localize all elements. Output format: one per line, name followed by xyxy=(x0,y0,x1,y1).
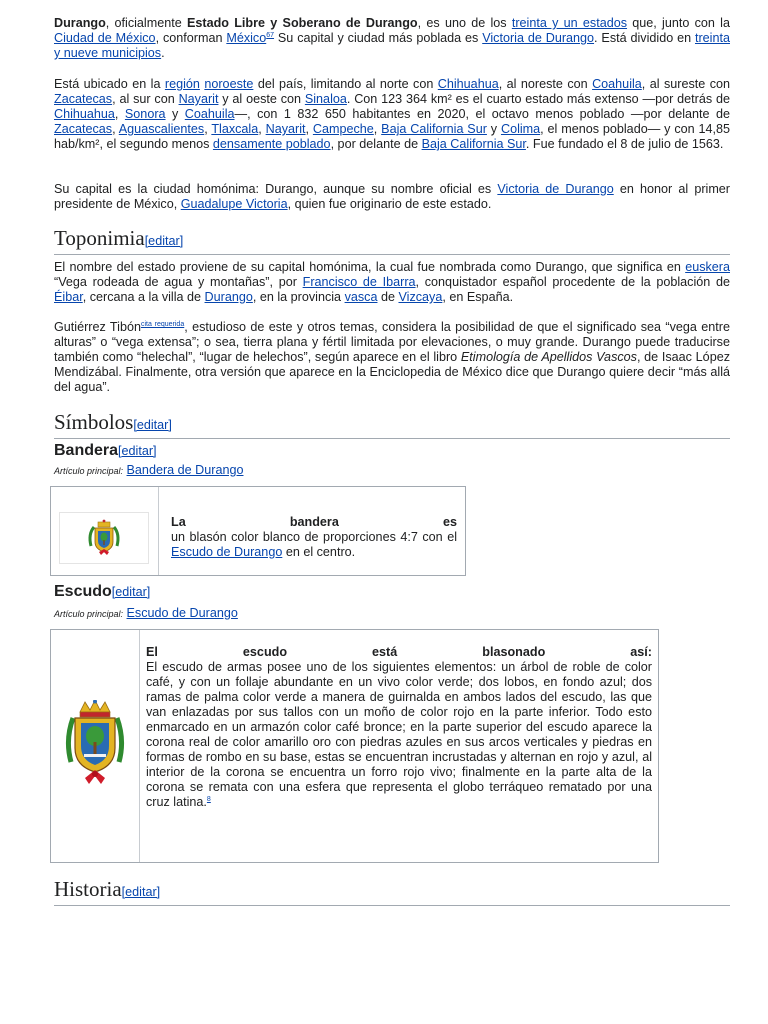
toponimia-paragraph-1: El nombre del estado proviene de su capital homónima, la cual fue nombrada como Durango, que significa en euskera “Vega rodeada de agua y montañas”, por Francisco de Ibarra, conquistador español procedente de la población de Éibar, cercana a la villa de Durango, en la provincia vasca de Vizcaya, en España. xyxy=(54,260,730,304)
citation-ref-escudo[interactable]: 8 xyxy=(206,796,211,803)
article-subject: Durango xyxy=(54,16,106,30)
link-mexico[interactable]: México xyxy=(226,31,267,45)
bandera-image-cell xyxy=(51,487,159,575)
bandera-description: La bandera es un blasón color blanco de proporciones 4:7 con el Escudo de Durango en el centro. xyxy=(171,515,457,559)
link-treinta-y-un-estados[interactable]: treinta y un estados xyxy=(511,16,628,30)
edit-link-escudo[interactable]: [editar] xyxy=(111,585,151,599)
link-campeche[interactable]: Campeche xyxy=(312,122,374,136)
link-tlaxcala[interactable]: Tlaxcala xyxy=(211,122,259,136)
link-densamente-poblado[interactable]: densamente poblado xyxy=(212,137,331,151)
heading-toponimia: Toponimia[editar] xyxy=(54,226,730,255)
link-aguascalientes[interactable]: Aguascalientes xyxy=(118,122,205,136)
link-victoria-de-durango[interactable]: Victoria de Durango xyxy=(482,31,595,45)
link-nayarit-2[interactable]: Nayarit xyxy=(265,122,306,136)
link-coahuila[interactable]: Coahuila xyxy=(592,77,642,91)
bandera-table xyxy=(50,486,466,576)
link-noroeste[interactable]: noroeste xyxy=(204,77,254,91)
link-euskera[interactable]: euskera xyxy=(685,260,730,274)
link-baja-california-sur[interactable]: Baja California Sur xyxy=(381,122,487,136)
link-bandera-de-durango[interactable]: Bandera de Durango xyxy=(126,463,244,477)
link-nayarit[interactable]: Nayarit xyxy=(178,92,219,106)
heading-escudo: Escudo[editar] xyxy=(54,583,151,600)
link-escudo-de-durango[interactable]: Escudo de Durango xyxy=(171,545,283,559)
coat-of-arms-icon[interactable] xyxy=(65,700,125,792)
link-guadalupe-victoria[interactable]: Guadalupe Victoria xyxy=(180,197,288,211)
escudo-lead: El escudo está blasonado así: xyxy=(146,645,652,659)
heading-historia: Historia[editar] xyxy=(54,877,730,906)
escudo-table xyxy=(50,629,659,863)
link-colima[interactable]: Colima xyxy=(500,122,541,136)
link-durango[interactable]: Durango xyxy=(204,290,253,304)
link-ciudad-de-mexico[interactable]: Ciudad de México xyxy=(54,31,156,45)
flag-emblem-icon xyxy=(60,513,148,563)
link-chihuahua-2[interactable]: Chihuahua xyxy=(54,107,115,121)
link-municipios[interactable]: treinta y nueve municipios xyxy=(54,31,730,60)
edit-link-toponimia[interactable]: [editar] xyxy=(144,234,184,248)
link-region[interactable]: región xyxy=(164,77,200,91)
link-victoria-de-durango-2[interactable]: Victoria de Durango xyxy=(497,182,614,196)
link-vizcaya[interactable]: Vizcaya xyxy=(398,290,443,304)
flag-of-durango-image[interactable] xyxy=(59,512,149,564)
citation-needed[interactable]: cita requerida xyxy=(140,321,185,328)
link-eibar[interactable]: Éibar xyxy=(54,290,83,304)
escudo-image-cell xyxy=(51,630,140,862)
link-coahuila-2[interactable]: Coahuila xyxy=(184,107,235,121)
bandera-lead: La bandera es xyxy=(171,515,457,529)
main-article-escudo: Artículo principal: Escudo de Durango xyxy=(54,606,238,620)
toponimia-paragraph-2: Gutiérrez Tibón$^{cita requerida}$, estudioso de este y otros temas, considera la posibilidad de que el significado sea “vega entre alturas” o “vega extensa”; o sea, tierra plana y fértil limitada por elevaciones, o muy grande. Durango puede traducirse también como “helechal”, “lugar de helechos”, según aparece en el libro Etimología de Apellidos Vascos, de Isaac López Mendizábal. Finalmente, otra versión que aparece en la Enciclopedia de México dice que Durango quiere decir “más allá del agua”. xyxy=(54,320,730,394)
link-vasca[interactable]: vasca xyxy=(344,290,378,304)
link-zacatecas-2[interactable]: Zacatecas xyxy=(54,122,113,136)
edit-link-historia[interactable]: [editar] xyxy=(121,885,161,899)
escudo-description: El escudo está blasonado así: El escudo de armas posee uno de los siguientes elementos: un árbol de roble de color café, y con un follaje abundante en un vivo color verde; dos lobos, en fondo azul; dos ramas de palma color verde a manera de guirnalda en ambos lados del escudo, las que van enlazadas por sus tallos con un moño de color rojo en la parte inferior. Todo esto enmarcado en un armazón color café bronce; en la parte superior del escudo aparece la corona real de color amarillo oro con piedras azules en sus arcos verticales y piedras en formas de rombo en su base, estas se encuentran incrustadas y alternan en rojo y azul, al interior de la corona se encuentra un forro rojo vivo; finalmente en la parte alta de la corona se remata con una esfera que representa el globo terráqueo rematado por una cruz latina.$^8$ xyxy=(146,645,652,809)
book-title: Etimología de Apellidos Vascos xyxy=(460,350,637,364)
edit-link-simbolos[interactable]: [editar] xyxy=(133,418,172,432)
intro-paragraph-2: Está ubicado en la región noroeste del país, limitando al norte con Chihuahua, al noreste con Coahuila, al sureste con Zacatecas, al sur con Nayarit y al oeste con Sinaloa. Con 123 364 km² es el cuarto estado más extenso —por detrás de Chihuahua, Sonora y Coahuila—, con 1 832 650 habitantes en 2020, el octavo menos poblado —por delante de Zacatecas, Aguascalientes, Tlaxcala, Nayarit, Campeche, Baja California Sur y Colima, el menos poblado— y con 14,85 hab/km², el segundo menos densamente poblado, por delante de Baja California Sur. Fue fundado el 8 de julio de 1563. xyxy=(54,77,731,151)
link-sinaloa[interactable]: Sinaloa xyxy=(304,92,347,106)
link-chihuahua[interactable]: Chihuahua xyxy=(437,77,499,91)
heading-bandera: Bandera[editar] xyxy=(54,442,157,459)
link-zacatecas[interactable]: Zacatecas xyxy=(54,92,113,106)
edit-link-bandera[interactable]: [editar] xyxy=(118,444,157,458)
official-name: Estado Libre y Soberano de Durango xyxy=(187,16,418,30)
intro-paragraph-3: Su capital es la ciudad homónima: Durango, aunque su nombre oficial es Victoria de Durango en honor al primer presidente de México, Guadalupe Victoria, quien fue originario de este estado. xyxy=(54,182,731,211)
link-francisco-de-ibarra[interactable]: Francisco de Ibarra xyxy=(302,275,416,289)
link-baja-california-sur-2[interactable]: Baja California Sur xyxy=(421,137,526,151)
link-escudo-de-durango-main[interactable]: Escudo de Durango xyxy=(126,606,238,620)
heading-simbolos: Símbolos[editar] xyxy=(54,410,730,439)
link-sonora[interactable]: Sonora xyxy=(124,107,166,121)
main-article-bandera: Artículo principal: Bandera de Durango xyxy=(54,463,244,477)
citation-ref[interactable]: 67 xyxy=(266,32,275,39)
intro-paragraph-1: Durango, oficialmente Estado Libre y Soberano de Durango, es uno de los treinta y un estados que, junto con la Ciudad de México, conforman México$^{67}$ Su capital y ciudad más poblada es Victoria de Durango. Está dividido en treinta y nueve municipios. xyxy=(54,16,730,60)
